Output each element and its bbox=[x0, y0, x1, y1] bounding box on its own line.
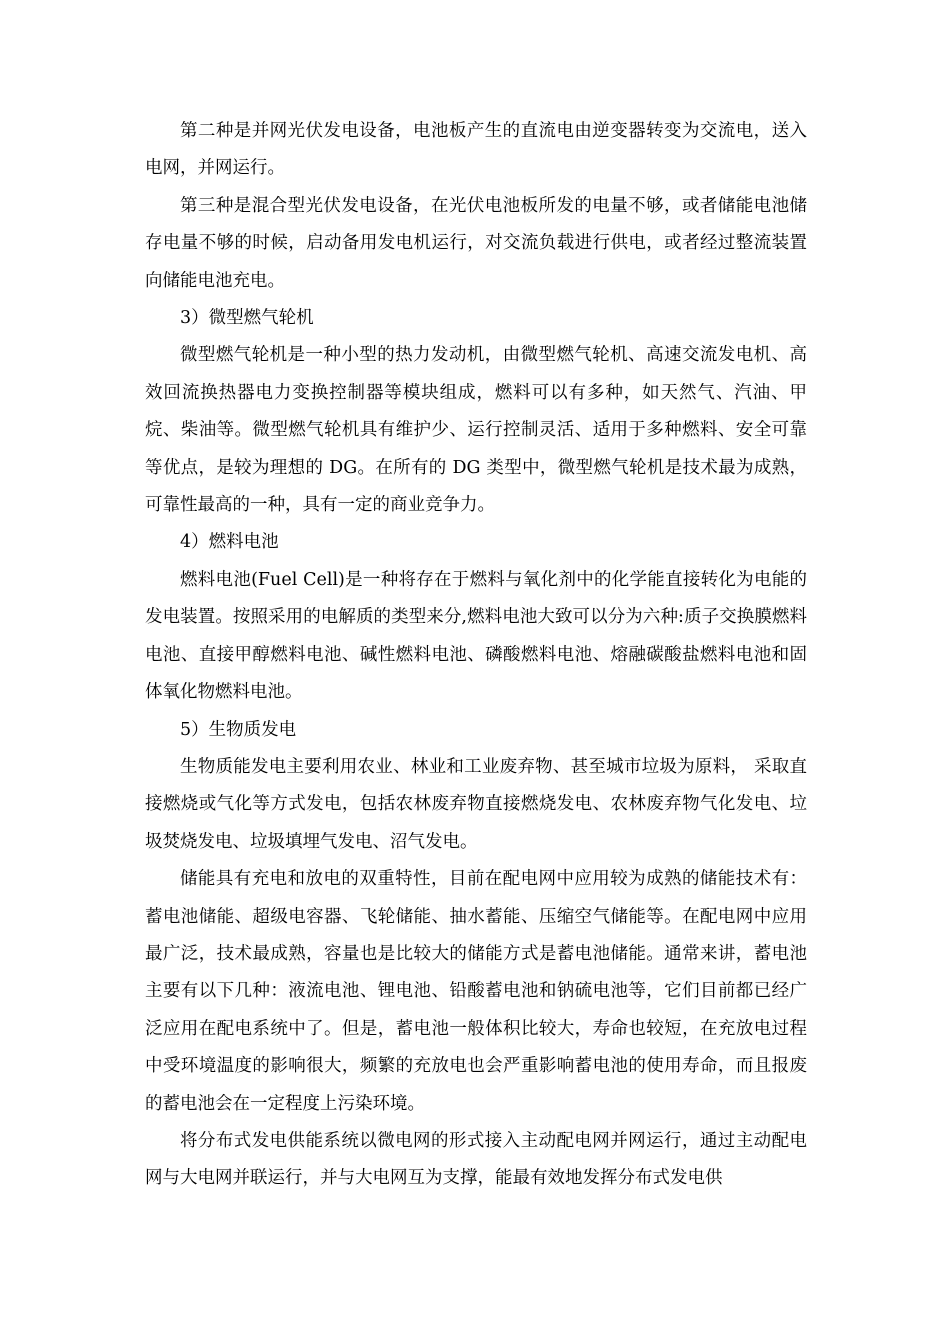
paragraph-biomass-power: 生物质能发电主要利用农业、林业和工业废弃物、甚至城市垃圾为原料， 采取直接燃烧或气化等方式发电，包括农林废弃物直接燃烧发电、农林废弃物气化发电、垃圾焚烧发电、垃圾填埋气发电、沼气发电。 bbox=[145, 756, 807, 852]
heading-micro-gas-turbine: 3）微型燃气轮机 bbox=[180, 308, 314, 329]
heading-fuel-cell: 4）燃料电池 bbox=[180, 532, 279, 553]
paragraph-grid-connected-pv: 第二种是并网光伏发电设备，电池板产生的直流电由逆变器转变为交流电，送入电网，并网运行。 bbox=[145, 121, 807, 179]
paragraph-microgrid-integration: 将分布式发电供能系统以微电网的形式接入主动配电网并网运行，通过主动配电网与大电网并联运行，并与大电网互为支撑，能最有效地发挥分布式发电供 bbox=[145, 1130, 807, 1189]
paragraph-energy-storage: 储能具有充电和放电的双重特性，目前在配电网中应用较为成熟的储能技术有：蓄电池储能、超级电容器、飞轮储能、抽水蓄能、压缩空气储能等。在配电网中应用最广泛，技术最成熟，容量也是比较大的储能方式是蓄电池储能。通常来讲，蓄电池主要有以下几种：液流电池、锂电池、铅酸蓄电池和钠硫电池等，它们目前都已经广泛应用在配电系统中了。但是，蓄电池一般体积比较大，寿命也较短，在充放电过程中受环境温度的影响很大，频繁的充放电也会严重影响蓄电池的使用寿命，而且报废的蓄电池会在一定程度上污染环境。 bbox=[145, 869, 807, 1114]
paragraph-fuel-cell: 燃料电池(Fuel Cell)是一种将存在于燃料与氧化剂中的化学能直接转化为电能的发电装置。按照采用的电解质的类型来分,燃料电池大致可以分为六种:质子交换膜燃料电池、直接甲醇燃料电池、碱性燃料电池、磷酸燃料电池、熔融碳酸盐燃料电池和固体氧化物燃料电池。 bbox=[145, 569, 807, 703]
heading-biomass-power: 5）生物质发电 bbox=[180, 719, 297, 740]
document-body bbox=[145, 113, 807, 1198]
paragraph-hybrid-pv: 第三种是混合型光伏发电设备，在光伏电池板所发的电量不够，或者储能电池储存电量不够的时候，启动备用发电机运行，对交流负载进行供电，或者经过整流装置向储能电池充电。 bbox=[145, 195, 807, 291]
paragraph-micro-gas-turbine: 微型燃气轮机是一种小型的热力发动机，由微型燃气轮机、高速交流发电机、高效回流换热器电力变换控制器等模块组成，燃料可以有多种，如天然气、汽油、甲烷、柴油等。微型燃气轮机具有维护少、运行控制灵活、适用于多种燃料、安全可靠等优点，是较为理想的 DG。在所有的 DG 类型中，微型燃气轮机是技术最为成熟，可靠性最高的一种，具有一定的商业竞争力。 bbox=[145, 345, 807, 516]
